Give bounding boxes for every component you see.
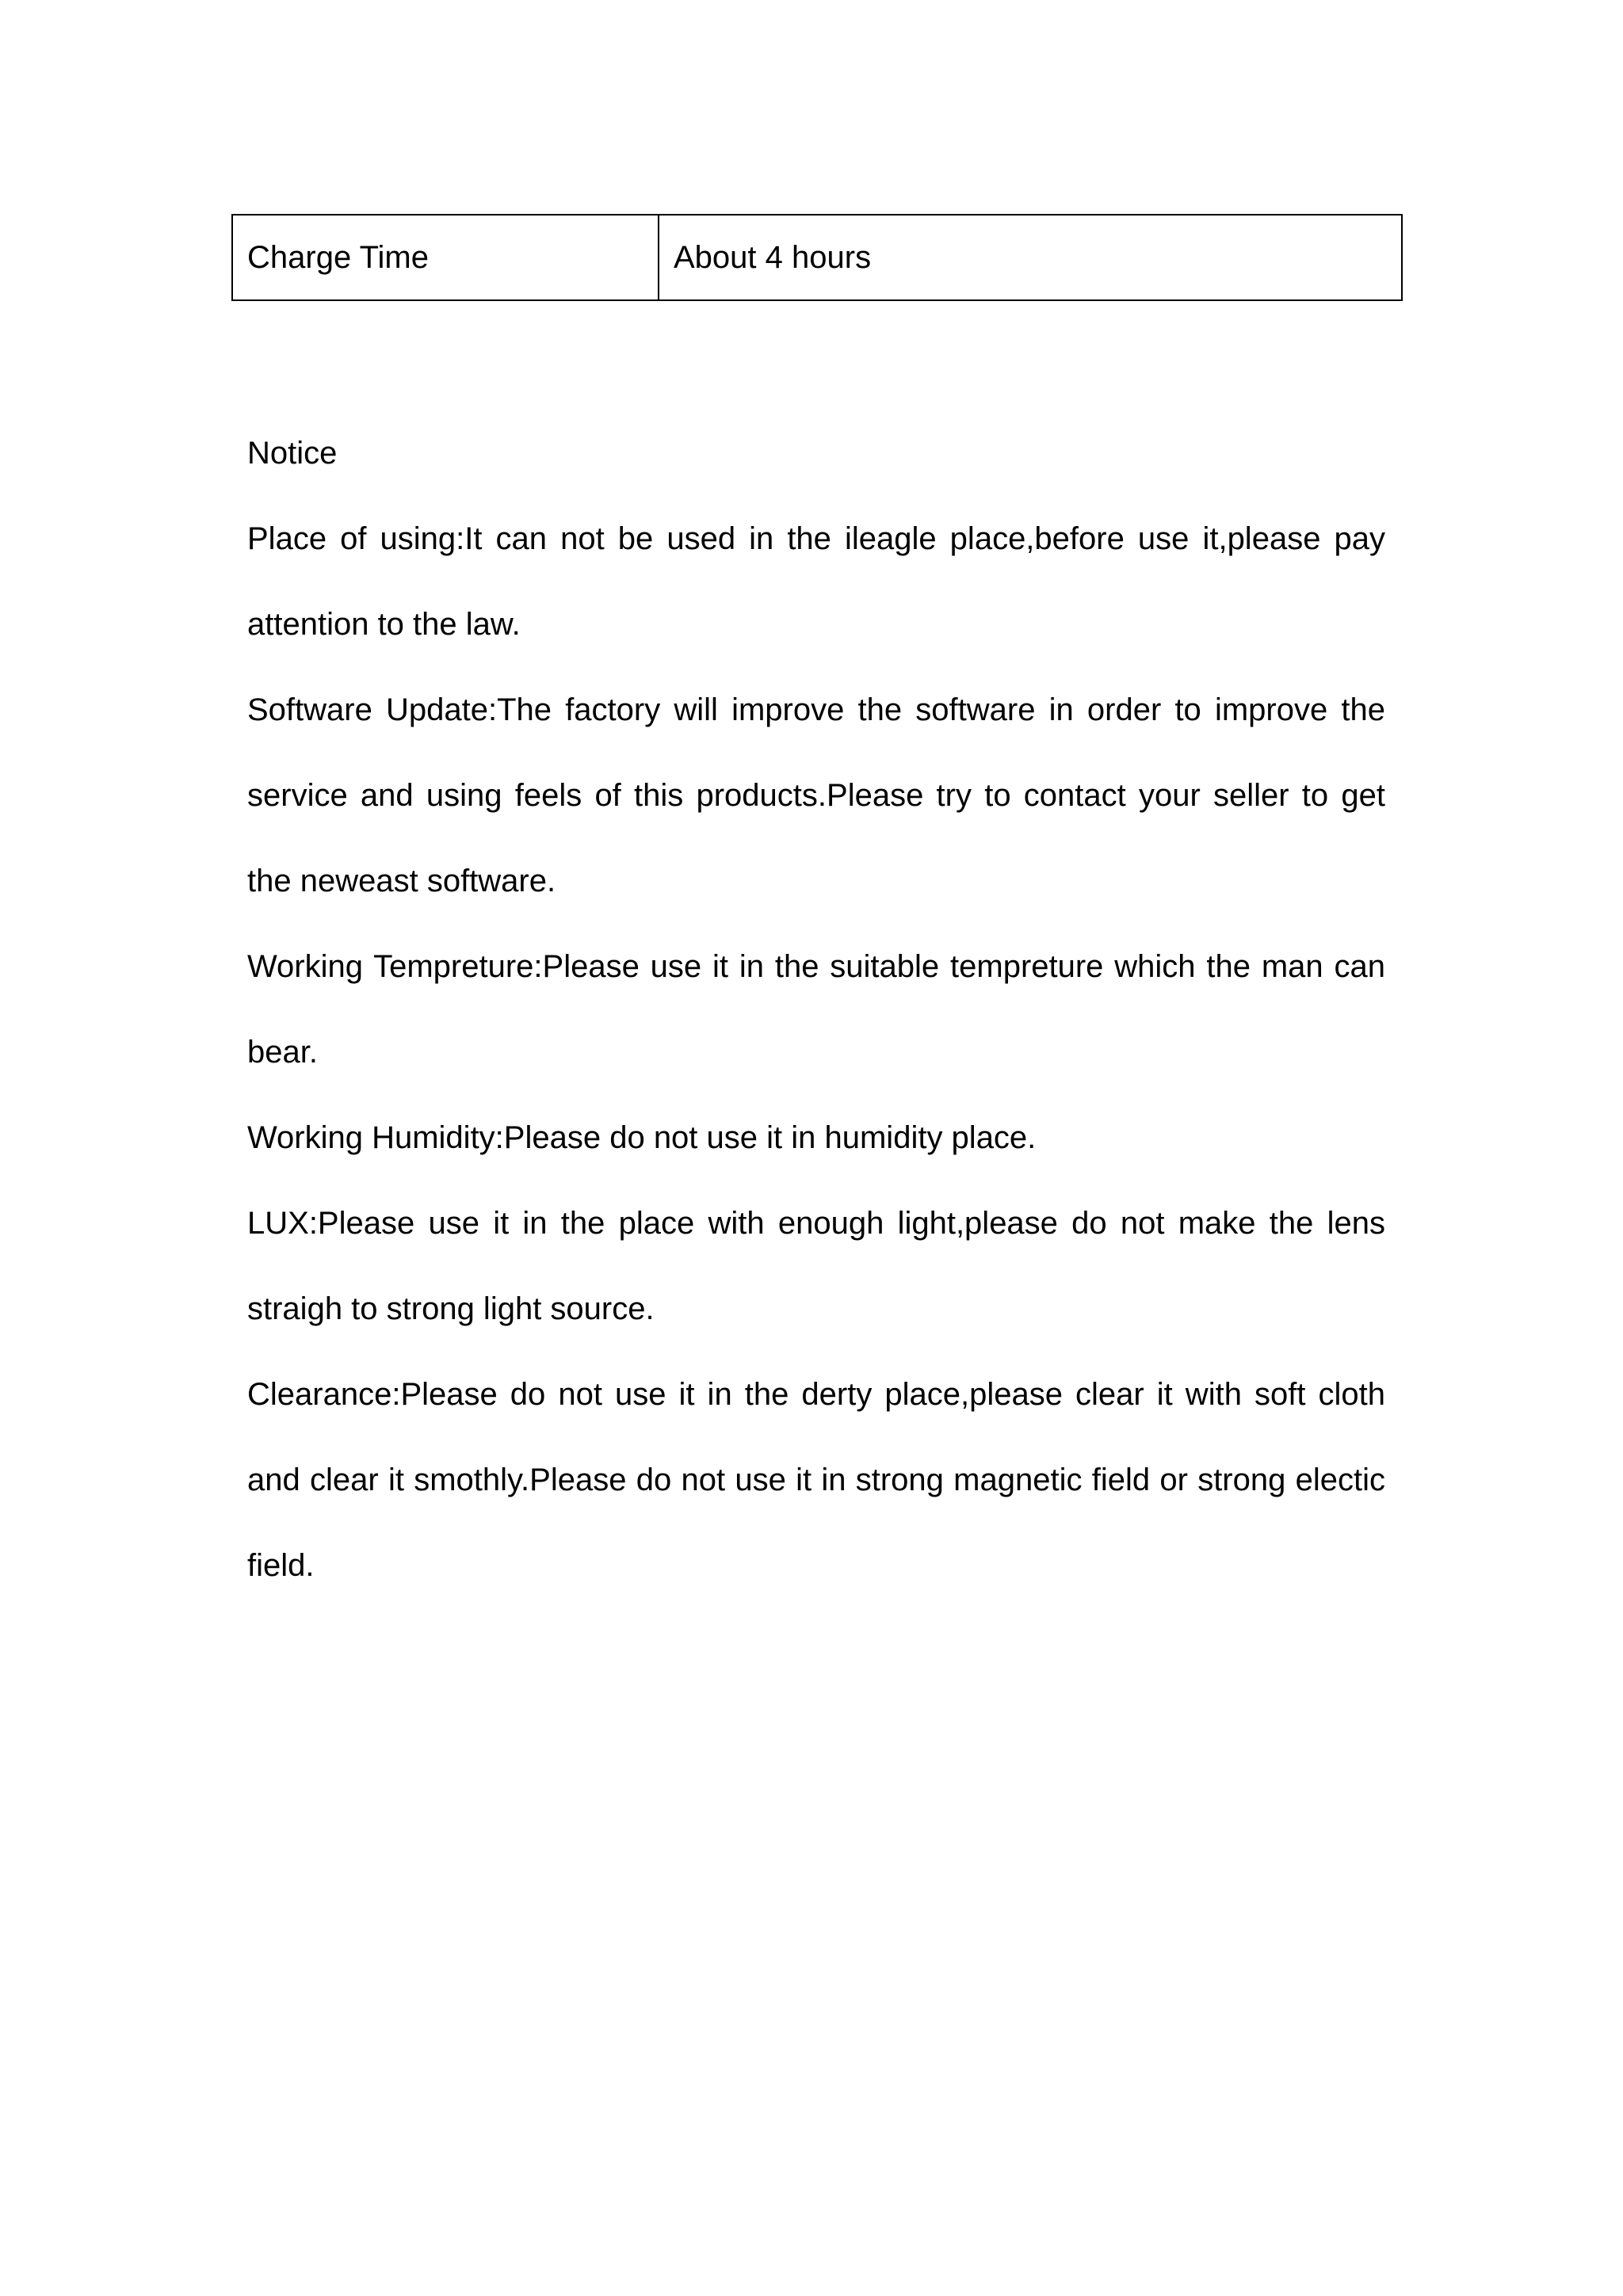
- notice-paragraph-working-temperature: Working Tempreture:Please use it in the suitable tempreture which the man can bear.: [247, 949, 1385, 1070]
- notice-paragraph-software-update: Software Update:The factory will improve the software in order to improve the service and using feels of this products.Please try to contact your seller to get the neweast software.: [247, 692, 1385, 898]
- notice-paragraph-clearance: Clearance:Please do not use it in the derty place,please clear it with soft cloth and clear it smothly.Please do not use it in strong magnetic field or strong electic field.: [247, 1377, 1385, 1583]
- table-row: [232, 215, 1402, 300]
- spec-value-cell: About 4 hours: [659, 215, 1402, 300]
- notice-paragraph-working-humidity: Working Humidity:Please do not use it in humidity place.: [247, 1120, 1037, 1155]
- notice-paragraph-lux: LUX:Please use it in the place with enough light,please do not make the lens straigh to strong light source.: [247, 1206, 1385, 1326]
- notice-paragraph-place-of-using: Place of using:It can not be used in the ileagle place,before use it,please pay attention to the law.: [247, 521, 1385, 642]
- spec-label-cell: Charge Time: [232, 215, 659, 300]
- notice-heading: Notice: [247, 436, 338, 471]
- spec-table: [231, 214, 1403, 301]
- notice-section: [247, 410, 1385, 1608]
